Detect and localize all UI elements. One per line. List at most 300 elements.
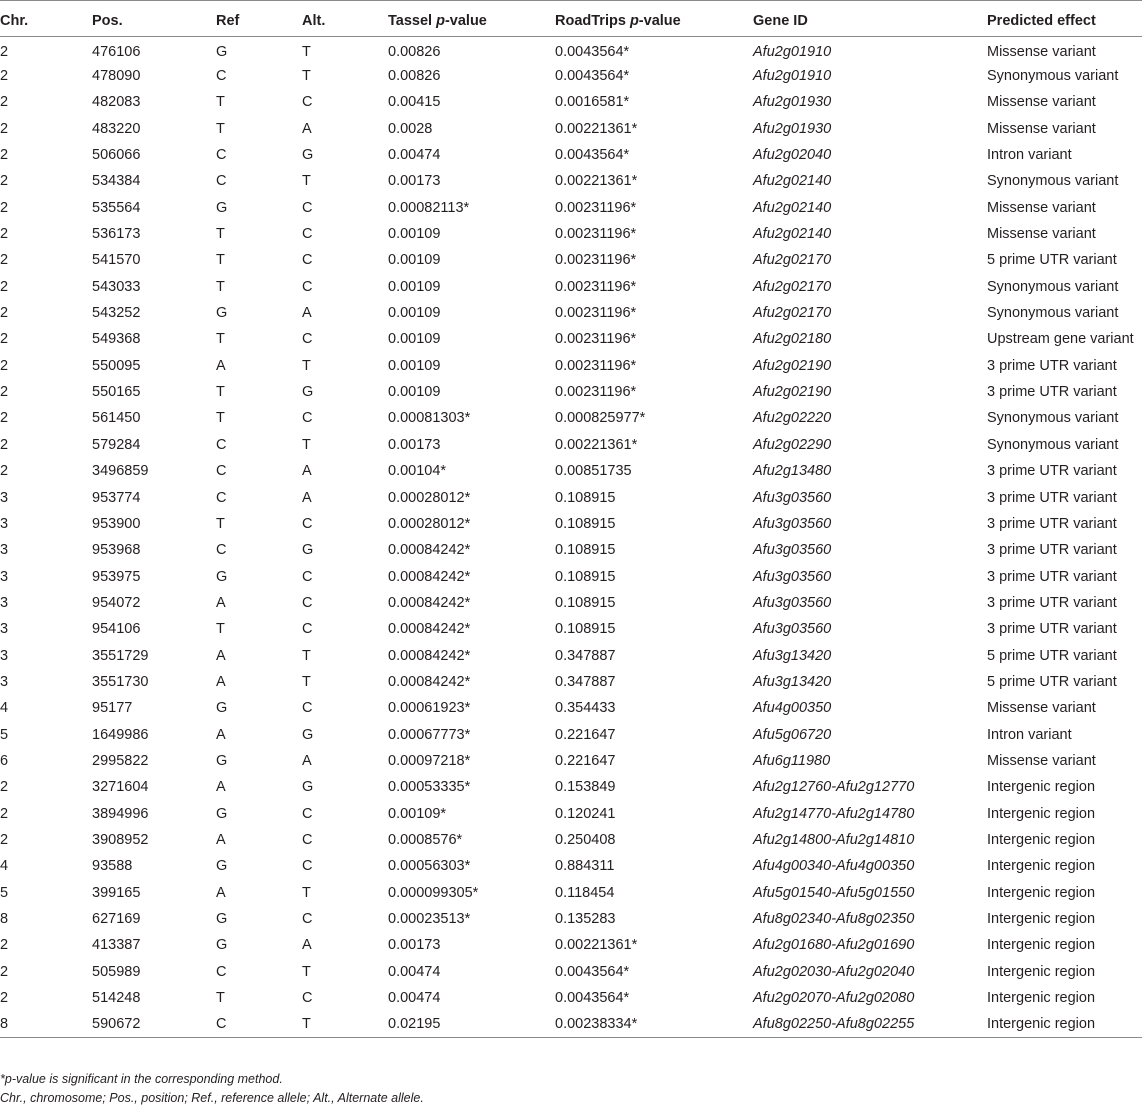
cell-ref: T — [216, 990, 225, 1007]
cell-predicted-effect: Intergenic region — [987, 937, 1096, 954]
cell-chr: 2 — [0, 252, 9, 269]
cell-chr: 8 — [0, 1011, 92, 1037]
table-row — [0, 563, 1142, 589]
cell-ref: G — [216, 700, 228, 717]
cell-roadtrips-pvalue: 0.108915 — [555, 594, 616, 611]
cell-chr: 2 — [0, 805, 9, 822]
cell-predicted-effect: Synonymous variant — [987, 278, 1119, 295]
cell-gene-id: Afu2g01910 — [753, 68, 832, 85]
cell-chr: 2 — [0, 410, 9, 427]
cell-alt: G — [302, 542, 314, 559]
cell-predicted-effect: Missense variant — [987, 700, 1096, 717]
cell-pos: 550095 — [92, 357, 141, 374]
cell-gene-id: Afu2g01930 — [753, 120, 832, 137]
table-row — [0, 63, 1142, 89]
cell-alt: C — [302, 990, 313, 1007]
cell-tassel-pvalue: 0.00084242* — [388, 621, 471, 638]
cell-chr: 3 — [0, 621, 9, 638]
cell-chr: 4 — [0, 858, 9, 875]
cell-alt: C — [302, 252, 313, 269]
table-body — [0, 37, 1142, 1038]
header-tassel-p: p — [436, 13, 445, 29]
cell-chr: 2 — [0, 68, 9, 85]
cell-chr: 2 — [0, 463, 9, 480]
cell-ref: G — [216, 911, 228, 928]
cell-roadtrips-pvalue: 0.00231196* — [555, 305, 637, 322]
cell-gene-id: Afu5g01540-Afu5g01550 — [753, 884, 915, 901]
cell-pos: 561450 — [92, 410, 141, 427]
cell-ref: A — [216, 831, 226, 848]
table-row — [0, 880, 1142, 906]
cell-tassel-pvalue: 0.00084242* — [388, 594, 471, 611]
cell-chr: 2 — [0, 384, 9, 401]
cell-alt: G — [302, 147, 314, 164]
cell-pos: 95177 — [92, 700, 133, 717]
cell-pos: 2995822 — [92, 752, 149, 769]
cell-roadtrips-pvalue: 0.153849 — [555, 779, 616, 796]
cell-ref: A — [216, 594, 226, 611]
cell-roadtrips-pvalue: 0.250408 — [555, 831, 616, 848]
cell-gene-id: Afu5g06720 — [753, 726, 832, 743]
table-footnotes — [0, 1070, 424, 1108]
cell-predicted-effect: 5 prime UTR variant — [987, 647, 1117, 664]
cell-ref: T — [216, 278, 225, 295]
cell-ref: T — [216, 331, 225, 348]
header-predicted-effect: Predicted effect — [987, 1, 1142, 37]
cell-gene-id: Afu2g14770-Afu2g14780 — [753, 805, 915, 822]
cell-chr: 2 — [0, 147, 9, 164]
cell-chr: 2 — [0, 173, 9, 190]
cell-ref: G — [216, 305, 228, 322]
cell-pos: 953968 — [92, 542, 141, 559]
cell-pos: 543033 — [92, 278, 141, 295]
table-row — [0, 353, 1142, 379]
table-row — [0, 748, 1142, 774]
cell-predicted-effect: Intergenic region — [987, 963, 1096, 980]
table-row — [0, 142, 1142, 168]
cell-chr: 2 — [0, 94, 9, 111]
cell-alt: C — [302, 594, 313, 611]
cell-roadtrips-pvalue: 0.00221361* — [555, 173, 638, 190]
cell-gene-id: Afu2g02170 — [753, 305, 832, 322]
cell-tassel-pvalue: 0.00474 — [388, 990, 441, 1007]
table-row — [0, 827, 1142, 853]
cell-chr: 2 — [0, 990, 9, 1007]
cell-predicted-effect: Intergenic region — [987, 1011, 1142, 1037]
cell-chr: 2 — [0, 331, 9, 348]
cell-pos: 627169 — [92, 911, 141, 928]
table-row — [0, 326, 1142, 352]
table-row — [0, 906, 1142, 932]
table-row — [0, 432, 1142, 458]
cell-gene-id: Afu3g03560 — [753, 542, 832, 559]
cell-pos: 953975 — [92, 568, 141, 585]
cell-tassel-pvalue: 0.02195 — [388, 1011, 555, 1037]
cell-chr: 3 — [0, 594, 9, 611]
cell-pos: 536173 — [92, 226, 141, 243]
cell-predicted-effect: Missense variant — [987, 94, 1096, 111]
cell-ref: C — [216, 963, 227, 980]
cell-chr: 8 — [0, 911, 9, 928]
cell-chr: 2 — [0, 963, 9, 980]
cell-alt: T — [302, 963, 311, 980]
table-row — [0, 985, 1142, 1011]
cell-pos: 3908952 — [92, 831, 149, 848]
cell-ref: C — [216, 489, 227, 506]
cell-alt: C — [302, 515, 313, 532]
cell-pos: 534384 — [92, 173, 141, 190]
cell-gene-id: Afu2g14800-Afu2g14810 — [753, 831, 915, 848]
cell-gene-id: Afu2g02070-Afu2g02080 — [753, 990, 915, 1007]
cell-pos: 541570 — [92, 252, 141, 269]
cell-ref: T — [216, 621, 225, 638]
cell-alt: C — [302, 94, 313, 111]
cell-ref: T — [216, 384, 225, 401]
cell-roadtrips-pvalue: 0.00231196* — [555, 278, 637, 295]
cell-roadtrips-pvalue: 0.108915 — [555, 568, 616, 585]
cell-roadtrips-pvalue: 0.0016581* — [555, 94, 630, 111]
cell-roadtrips-pvalue: 0.00231196* — [555, 357, 637, 374]
cell-gene-id: Afu2g02170 — [753, 278, 832, 295]
cell-predicted-effect: Missense variant — [987, 752, 1096, 769]
header-row — [0, 1, 1142, 37]
cell-tassel-pvalue: 0.00109 — [388, 384, 441, 401]
cell-ref: A — [216, 357, 226, 374]
cell-tassel-pvalue: 0.00474 — [388, 963, 441, 980]
cell-pos: 543252 — [92, 305, 141, 322]
cell-tassel-pvalue: 0.00474 — [388, 147, 441, 164]
cell-predicted-effect: Intergenic region — [987, 990, 1096, 1007]
cell-pos: 953900 — [92, 515, 141, 532]
cell-gene-id: Afu8g02340-Afu8g02350 — [753, 911, 915, 928]
table-row — [0, 959, 1142, 985]
cell-tassel-pvalue: 0.00415 — [388, 94, 441, 111]
cell-ref: T — [216, 226, 225, 243]
cell-predicted-effect: Missense variant — [987, 226, 1096, 243]
cell-tassel-pvalue: 0.00056303* — [388, 858, 471, 875]
cell-ref: A — [216, 647, 226, 664]
cell-tassel-pvalue: 0.00109 — [388, 226, 441, 243]
cell-pos: 514248 — [92, 990, 141, 1007]
table-row — [0, 669, 1142, 695]
cell-ref: C — [216, 68, 227, 85]
cell-chr: 2 — [0, 44, 9, 61]
cell-tassel-pvalue: 0.00109 — [388, 357, 441, 374]
footnote-significance: *p-value is significant in the corresponding method. — [0, 1072, 283, 1086]
cell-chr: 2 — [0, 305, 9, 322]
cell-ref: G — [216, 44, 228, 61]
cell-pos: 535564 — [92, 199, 141, 216]
cell-tassel-pvalue: 0.00081303* — [388, 410, 471, 427]
cell-alt: C — [302, 911, 313, 928]
cell-predicted-effect: 3 prime UTR variant — [987, 357, 1117, 374]
header-tassel-suffix: -value — [444, 13, 487, 29]
header-roadtrips-suffix: -value — [638, 13, 681, 29]
cell-gene-id: Afu3g03560 — [753, 621, 832, 638]
cell-tassel-pvalue: 0.00084242* — [388, 647, 471, 664]
cell-predicted-effect: Synonymous variant — [987, 68, 1119, 85]
table-row — [0, 405, 1142, 431]
table-row — [0, 537, 1142, 563]
cell-alt: T — [302, 884, 311, 901]
cell-gene-id: Afu2g13480 — [753, 463, 832, 480]
cell-alt: C — [302, 278, 313, 295]
cell-pos: 590672 — [92, 1011, 216, 1037]
cell-chr: 5 — [0, 884, 9, 901]
cell-chr: 2 — [0, 278, 9, 295]
cell-predicted-effect: Intergenic region — [987, 805, 1096, 822]
cell-gene-id: Afu3g03560 — [753, 568, 832, 585]
cell-alt: C — [302, 568, 313, 585]
cell-gene-id: Afu2g01680-Afu2g01690 — [753, 937, 915, 954]
cell-roadtrips-pvalue: 0.118454 — [555, 884, 615, 901]
cell-alt: C — [302, 700, 313, 717]
cell-chr: 3 — [0, 647, 9, 664]
cell-tassel-pvalue: 0.00826 — [388, 44, 441, 61]
cell-chr: 2 — [0, 937, 9, 954]
table-row — [0, 37, 1142, 63]
header-gene-id: Gene ID — [753, 1, 987, 37]
cell-chr: 2 — [0, 831, 9, 848]
cell-roadtrips-pvalue: 0.0043564* — [555, 147, 630, 164]
header-roadtrips-pvalue — [555, 1, 753, 37]
table-row — [0, 932, 1142, 958]
table-row — [0, 116, 1142, 142]
cell-chr: 2 — [0, 436, 9, 453]
table-row — [0, 642, 1142, 668]
cell-ref: G — [216, 805, 228, 822]
cell-ref: G — [216, 752, 228, 769]
table-row — [0, 221, 1142, 247]
cell-pos: 1649986 — [92, 726, 149, 743]
cell-predicted-effect: Intron variant — [987, 726, 1072, 743]
cell-alt: A — [302, 120, 312, 137]
cell-ref: G — [216, 568, 228, 585]
table-row — [0, 168, 1142, 194]
cell-ref: C — [216, 173, 227, 190]
header-roadtrips-label: RoadTrips — [555, 13, 630, 29]
cell-tassel-pvalue: 0.00084242* — [388, 568, 471, 585]
table-row — [0, 695, 1142, 721]
cell-predicted-effect: Intergenic region — [987, 858, 1096, 875]
cell-tassel-pvalue: 0.00173 — [388, 436, 441, 453]
cell-roadtrips-pvalue: 0.108915 — [555, 621, 616, 638]
cell-roadtrips-pvalue: 0.347887 — [555, 673, 616, 690]
cell-roadtrips-pvalue: 0.347887 — [555, 647, 616, 664]
cell-gene-id: Afu3g03560 — [753, 594, 832, 611]
cell-predicted-effect: Intergenic region — [987, 779, 1096, 796]
cell-ref: C — [216, 463, 227, 480]
cell-gene-id: Afu2g02140 — [753, 173, 832, 190]
cell-roadtrips-pvalue: 0.00221361* — [555, 436, 638, 453]
cell-alt: C — [302, 226, 313, 243]
cell-alt: C — [302, 831, 313, 848]
cell-gene-id: Afu3g13420 — [753, 647, 832, 664]
cell-chr: 2 — [0, 779, 9, 796]
header-ref: Ref — [216, 1, 302, 37]
cell-predicted-effect: 3 prime UTR variant — [987, 542, 1117, 559]
cell-gene-id: Afu2g02290 — [753, 436, 832, 453]
table-row — [0, 616, 1142, 642]
cell-ref: C — [216, 436, 227, 453]
cell-roadtrips-pvalue: 0.108915 — [555, 489, 616, 506]
cell-chr: 4 — [0, 700, 9, 717]
cell-pos: 549368 — [92, 331, 141, 348]
table-row — [0, 89, 1142, 115]
table-row — [0, 774, 1142, 800]
cell-chr: 3 — [0, 515, 9, 532]
header-chr: Chr. — [0, 1, 92, 37]
cell-gene-id: Afu2g02030-Afu2g02040 — [753, 963, 915, 980]
cell-predicted-effect: Synonymous variant — [987, 305, 1119, 322]
cell-tassel-pvalue: 0.00109 — [388, 331, 441, 348]
cell-tassel-pvalue: 0.00053335* — [388, 779, 471, 796]
cell-roadtrips-pvalue: 0.00231196* — [555, 252, 637, 269]
cell-tassel-pvalue: 0.00097218* — [388, 752, 471, 769]
table-row — [0, 300, 1142, 326]
cell-chr: 3 — [0, 673, 9, 690]
cell-gene-id: Afu3g03560 — [753, 515, 832, 532]
cell-predicted-effect: 5 prime UTR variant — [987, 252, 1117, 269]
cell-gene-id: Afu2g02220 — [753, 410, 832, 427]
cell-pos: 478090 — [92, 68, 141, 85]
cell-roadtrips-pvalue: 0.221647 — [555, 752, 616, 769]
cell-roadtrips-pvalue: 0.354433 — [555, 700, 616, 717]
cell-alt: T — [302, 1011, 388, 1037]
cell-pos: 3551729 — [92, 647, 149, 664]
cell-predicted-effect: Intergenic region — [987, 911, 1096, 928]
cell-pos: 3894996 — [92, 805, 149, 822]
cell-roadtrips-pvalue: 0.120241 — [555, 805, 616, 822]
cell-gene-id: Afu2g02180 — [753, 331, 832, 348]
cell-alt: T — [302, 647, 311, 664]
cell-tassel-pvalue: 0.000099305* — [388, 884, 479, 901]
cell-alt: A — [302, 937, 312, 954]
cell-roadtrips-pvalue: 0.00851735 — [555, 463, 632, 480]
header-tassel-label: Tassel — [388, 13, 437, 29]
cell-tassel-pvalue: 0.00173 — [388, 937, 441, 954]
cell-pos: 506066 — [92, 147, 141, 164]
cell-pos: 505989 — [92, 963, 141, 980]
cell-ref: A — [216, 673, 226, 690]
cell-alt: A — [302, 752, 312, 769]
cell-ref: G — [216, 199, 228, 216]
cell-alt: C — [302, 410, 313, 427]
cell-roadtrips-pvalue: 0.108915 — [555, 515, 616, 532]
cell-chr: 6 — [0, 752, 9, 769]
cell-tassel-pvalue: 0.00023513* — [388, 911, 471, 928]
table-row — [0, 274, 1142, 300]
cell-tassel-pvalue: 0.00061923* — [388, 700, 471, 717]
cell-predicted-effect: Intergenic region — [987, 831, 1096, 848]
cell-chr: 3 — [0, 542, 9, 559]
table-row — [0, 195, 1142, 221]
cell-predicted-effect: 3 prime UTR variant — [987, 489, 1117, 506]
cell-roadtrips-pvalue: 0.00231196* — [555, 199, 637, 216]
cell-gene-id: Afu3g13420 — [753, 673, 832, 690]
cell-predicted-effect: Synonymous variant — [987, 410, 1119, 427]
cell-gene-id: Afu3g03560 — [753, 489, 832, 506]
cell-pos: 579284 — [92, 436, 141, 453]
cell-pos: 413387 — [92, 937, 141, 954]
cell-chr: 2 — [0, 120, 9, 137]
header-pos: Pos. — [92, 1, 216, 37]
cell-tassel-pvalue: 0.00109 — [388, 252, 441, 269]
cell-alt: C — [302, 858, 313, 875]
cell-ref: T — [216, 410, 225, 427]
cell-predicted-effect: 3 prime UTR variant — [987, 463, 1117, 480]
cell-pos: 954072 — [92, 594, 141, 611]
table-row — [0, 721, 1142, 747]
cell-predicted-effect: 3 prime UTR variant — [987, 594, 1117, 611]
cell-ref: G — [216, 858, 228, 875]
cell-tassel-pvalue: 0.00104* — [388, 463, 447, 480]
cell-tassel-pvalue: 0.00028012* — [388, 489, 471, 506]
cell-alt: G — [302, 384, 314, 401]
table-row — [0, 247, 1142, 273]
cell-gene-id: Afu2g02190 — [753, 384, 832, 401]
cell-gene-id: Afu2g12760-Afu2g12770 — [753, 779, 915, 796]
cell-pos: 953774 — [92, 489, 141, 506]
cell-gene-id: Afu2g02170 — [753, 252, 832, 269]
cell-roadtrips-pvalue: 0.0043564* — [555, 963, 630, 980]
header-tassel-pvalue — [388, 1, 555, 37]
cell-roadtrips-pvalue: 0.108915 — [555, 542, 616, 559]
cell-pos: 93588 — [92, 858, 133, 875]
cell-chr: 3 — [0, 489, 9, 506]
cell-alt: A — [302, 305, 312, 322]
cell-chr: 2 — [0, 357, 9, 374]
cell-roadtrips-pvalue: 0.00231196* — [555, 331, 637, 348]
cell-ref: A — [216, 884, 226, 901]
cell-chr: 3 — [0, 568, 9, 585]
cell-gene-id: Afu4g00350 — [753, 700, 832, 717]
cell-tassel-pvalue: 0.00826 — [388, 68, 441, 85]
cell-predicted-effect: Missense variant — [987, 44, 1096, 61]
cell-predicted-effect: 3 prime UTR variant — [987, 384, 1117, 401]
cell-alt: A — [302, 489, 312, 506]
cell-gene-id: Afu8g02250-Afu8g02255 — [753, 1011, 987, 1037]
cell-pos: 483220 — [92, 120, 141, 137]
cell-predicted-effect: 3 prime UTR variant — [987, 515, 1117, 532]
cell-gene-id: Afu2g02140 — [753, 226, 832, 243]
cell-roadtrips-pvalue: 0.00221361* — [555, 120, 638, 137]
cell-predicted-effect: Missense variant — [987, 120, 1096, 137]
header-alt: Alt. — [302, 1, 388, 37]
cell-tassel-pvalue: 0.00173 — [388, 173, 441, 190]
table-row — [0, 853, 1142, 879]
cell-predicted-effect: 3 prime UTR variant — [987, 621, 1117, 638]
cell-tassel-pvalue: 0.0028 — [388, 120, 433, 137]
cell-pos: 3551730 — [92, 673, 149, 690]
cell-ref: T — [216, 94, 225, 111]
cell-ref: T — [216, 120, 225, 137]
cell-alt: C — [302, 199, 313, 216]
cell-alt: T — [302, 44, 311, 61]
cell-gene-id: Afu4g00340-Afu4g00350 — [753, 858, 915, 875]
cell-roadtrips-pvalue: 0.0043564* — [555, 68, 630, 85]
cell-tassel-pvalue: 0.00028012* — [388, 515, 471, 532]
cell-roadtrips-pvalue: 0.00231196* — [555, 226, 637, 243]
cell-pos: 3496859 — [92, 463, 149, 480]
cell-tassel-pvalue: 0.00109* — [388, 805, 447, 822]
cell-tassel-pvalue: 0.00109 — [388, 305, 441, 322]
cell-ref: G — [216, 937, 228, 954]
cell-ref: A — [216, 726, 226, 743]
cell-predicted-effect: 3 prime UTR variant — [987, 568, 1117, 585]
cell-pos: 954106 — [92, 621, 141, 638]
cell-predicted-effect: Missense variant — [987, 199, 1096, 216]
